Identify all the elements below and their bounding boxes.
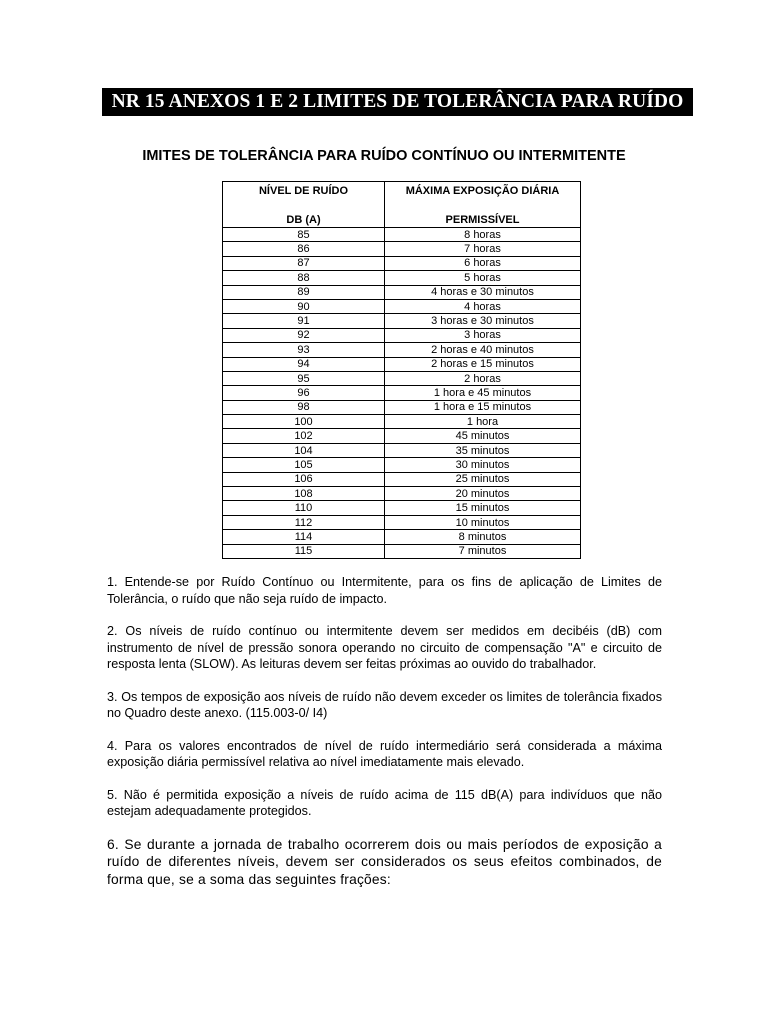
noise-level-cell: 92 <box>223 328 385 342</box>
noise-level-cell: 100 <box>223 415 385 429</box>
paragraph-2: 2. Os níveis de ruído contínuo ou intermitente devem ser medidos em decibéis (dB) com instrumento de nível de pressão sonora operando no circuito de compensação "A" e circuito de resposta lenta (SLOW). As leituras devem ser feitas próximas ao ouvido do trabalhador. <box>107 624 662 671</box>
paragraph-3: 3. Os tempos de exposição aos níveis de ruído não devem exceder os limites de tolerância fixados no Quadro deste anexo. (115.003-0/ I4) <box>107 689 662 720</box>
header-max-exposure-line1: MÁXIMA EXPOSIÇÃO DIÁRIA <box>405 185 560 197</box>
exposure-cell: 7 minutos <box>385 544 581 558</box>
paragraph-6: 6. Se durante a jornada de trabalho ocorrerem dois ou mais períodos de exposição a ruído de diferentes níveis, devem ser considerados os seus efeitos combinados, de forma que, se a soma das seguintes frações: <box>107 836 662 887</box>
table-header-row <box>223 182 581 228</box>
exposure-cell: 45 minutos <box>385 429 581 443</box>
paragraph-1: 1. Entende-se por Ruído Contínuo ou Intermitente, para os fins de aplicação de Limites de Tolerância, o ruído que não seja ruído de impacto. <box>107 575 662 606</box>
noise-level-cell: 112 <box>223 515 385 529</box>
table-row <box>223 530 581 544</box>
exposure-cell: 8 horas <box>385 228 581 242</box>
table-row <box>223 357 581 371</box>
table-row <box>223 501 581 515</box>
table-row <box>223 271 581 285</box>
exposure-cell: 7 horas <box>385 242 581 256</box>
noise-level-cell: 88 <box>223 271 385 285</box>
exposure-cell: 8 minutos <box>385 530 581 544</box>
table-row <box>223 386 581 400</box>
exposure-cell: 2 horas e 40 minutos <box>385 343 581 357</box>
table-row <box>223 472 581 486</box>
exposure-cell: 2 horas <box>385 371 581 385</box>
table-row <box>223 228 581 242</box>
paragraph-5: 5. Não é permitida exposição a níveis de ruído acima de 115 dB(A) para indivíduos que não estejam adequadamente protegidos. <box>107 787 662 818</box>
exposure-cell: 25 minutos <box>385 472 581 486</box>
exposure-cell: 2 horas e 15 minutos <box>385 357 581 371</box>
noise-level-cell: 104 <box>223 443 385 457</box>
header-max-exposure-line2: PERMISSÍVEL <box>445 214 520 226</box>
exposure-cell: 6 horas <box>385 256 581 270</box>
noise-level-cell: 98 <box>223 400 385 414</box>
noise-limits-table <box>222 181 581 559</box>
noise-level-cell: 95 <box>223 371 385 385</box>
exposure-cell: 35 minutos <box>385 443 581 457</box>
table-row <box>223 429 581 443</box>
table-row <box>223 443 581 457</box>
noise-level-cell: 91 <box>223 314 385 328</box>
noise-level-cell: 89 <box>223 285 385 299</box>
table-row <box>223 328 581 342</box>
exposure-cell: 10 minutos <box>385 515 581 529</box>
table-row <box>223 487 581 501</box>
table-row <box>223 458 581 472</box>
exposure-cell: 3 horas <box>385 328 581 342</box>
noise-level-cell: 115 <box>223 544 385 558</box>
table-row <box>223 242 581 256</box>
exposure-cell: 15 minutos <box>385 501 581 515</box>
table-row <box>223 285 581 299</box>
noise-level-cell: 90 <box>223 299 385 313</box>
table-row <box>223 371 581 385</box>
exposure-cell: 4 horas <box>385 299 581 313</box>
section-subtitle: IMITES DE TOLERÂNCIA PARA RUÍDO CONTÍNUO OU INTERMITENTE <box>142 148 626 164</box>
header-noise-level-line2: DB (A) <box>286 214 321 226</box>
table-row <box>223 544 581 558</box>
noise-level-cell: 94 <box>223 357 385 371</box>
noise-level-cell: 93 <box>223 343 385 357</box>
body-text <box>107 574 662 904</box>
table-row <box>223 314 581 328</box>
noise-level-cell: 110 <box>223 501 385 515</box>
exposure-cell: 3 horas e 30 minutos <box>385 314 581 328</box>
table-row <box>223 343 581 357</box>
exposure-cell: 4 horas e 30 minutos <box>385 285 581 299</box>
header-noise-level <box>223 182 385 228</box>
noise-level-cell: 105 <box>223 458 385 472</box>
table-row <box>223 415 581 429</box>
noise-level-cell: 106 <box>223 472 385 486</box>
exposure-cell: 5 horas <box>385 271 581 285</box>
exposure-cell: 1 hora <box>385 415 581 429</box>
noise-level-cell: 108 <box>223 487 385 501</box>
exposure-cell: 1 hora e 45 minutos <box>385 386 581 400</box>
table-row <box>223 515 581 529</box>
header-max-exposure <box>385 182 581 228</box>
table-row <box>223 400 581 414</box>
table-row <box>223 256 581 270</box>
noise-level-cell: 114 <box>223 530 385 544</box>
noise-level-cell: 85 <box>223 228 385 242</box>
exposure-cell: 30 minutos <box>385 458 581 472</box>
noise-level-cell: 102 <box>223 429 385 443</box>
paragraph-4: 4. Para os valores encontrados de nível de ruído intermediário será considerada a máxima exposição diária permissível relativa ao nível imediatamente mais elevado. <box>107 738 662 769</box>
noise-level-cell: 96 <box>223 386 385 400</box>
header-noise-level-line1: NÍVEL DE RUÍDO <box>258 185 349 197</box>
page-title: NR 15 ANEXOS 1 E 2 LIMITES DE TOLERÂNCIA PARA RUÍDO <box>102 88 693 116</box>
exposure-cell: 1 hora e 15 minutos <box>385 400 581 414</box>
table-row <box>223 299 581 313</box>
exposure-cell: 20 minutos <box>385 487 581 501</box>
noise-level-cell: 86 <box>223 242 385 256</box>
noise-level-cell: 87 <box>223 256 385 270</box>
